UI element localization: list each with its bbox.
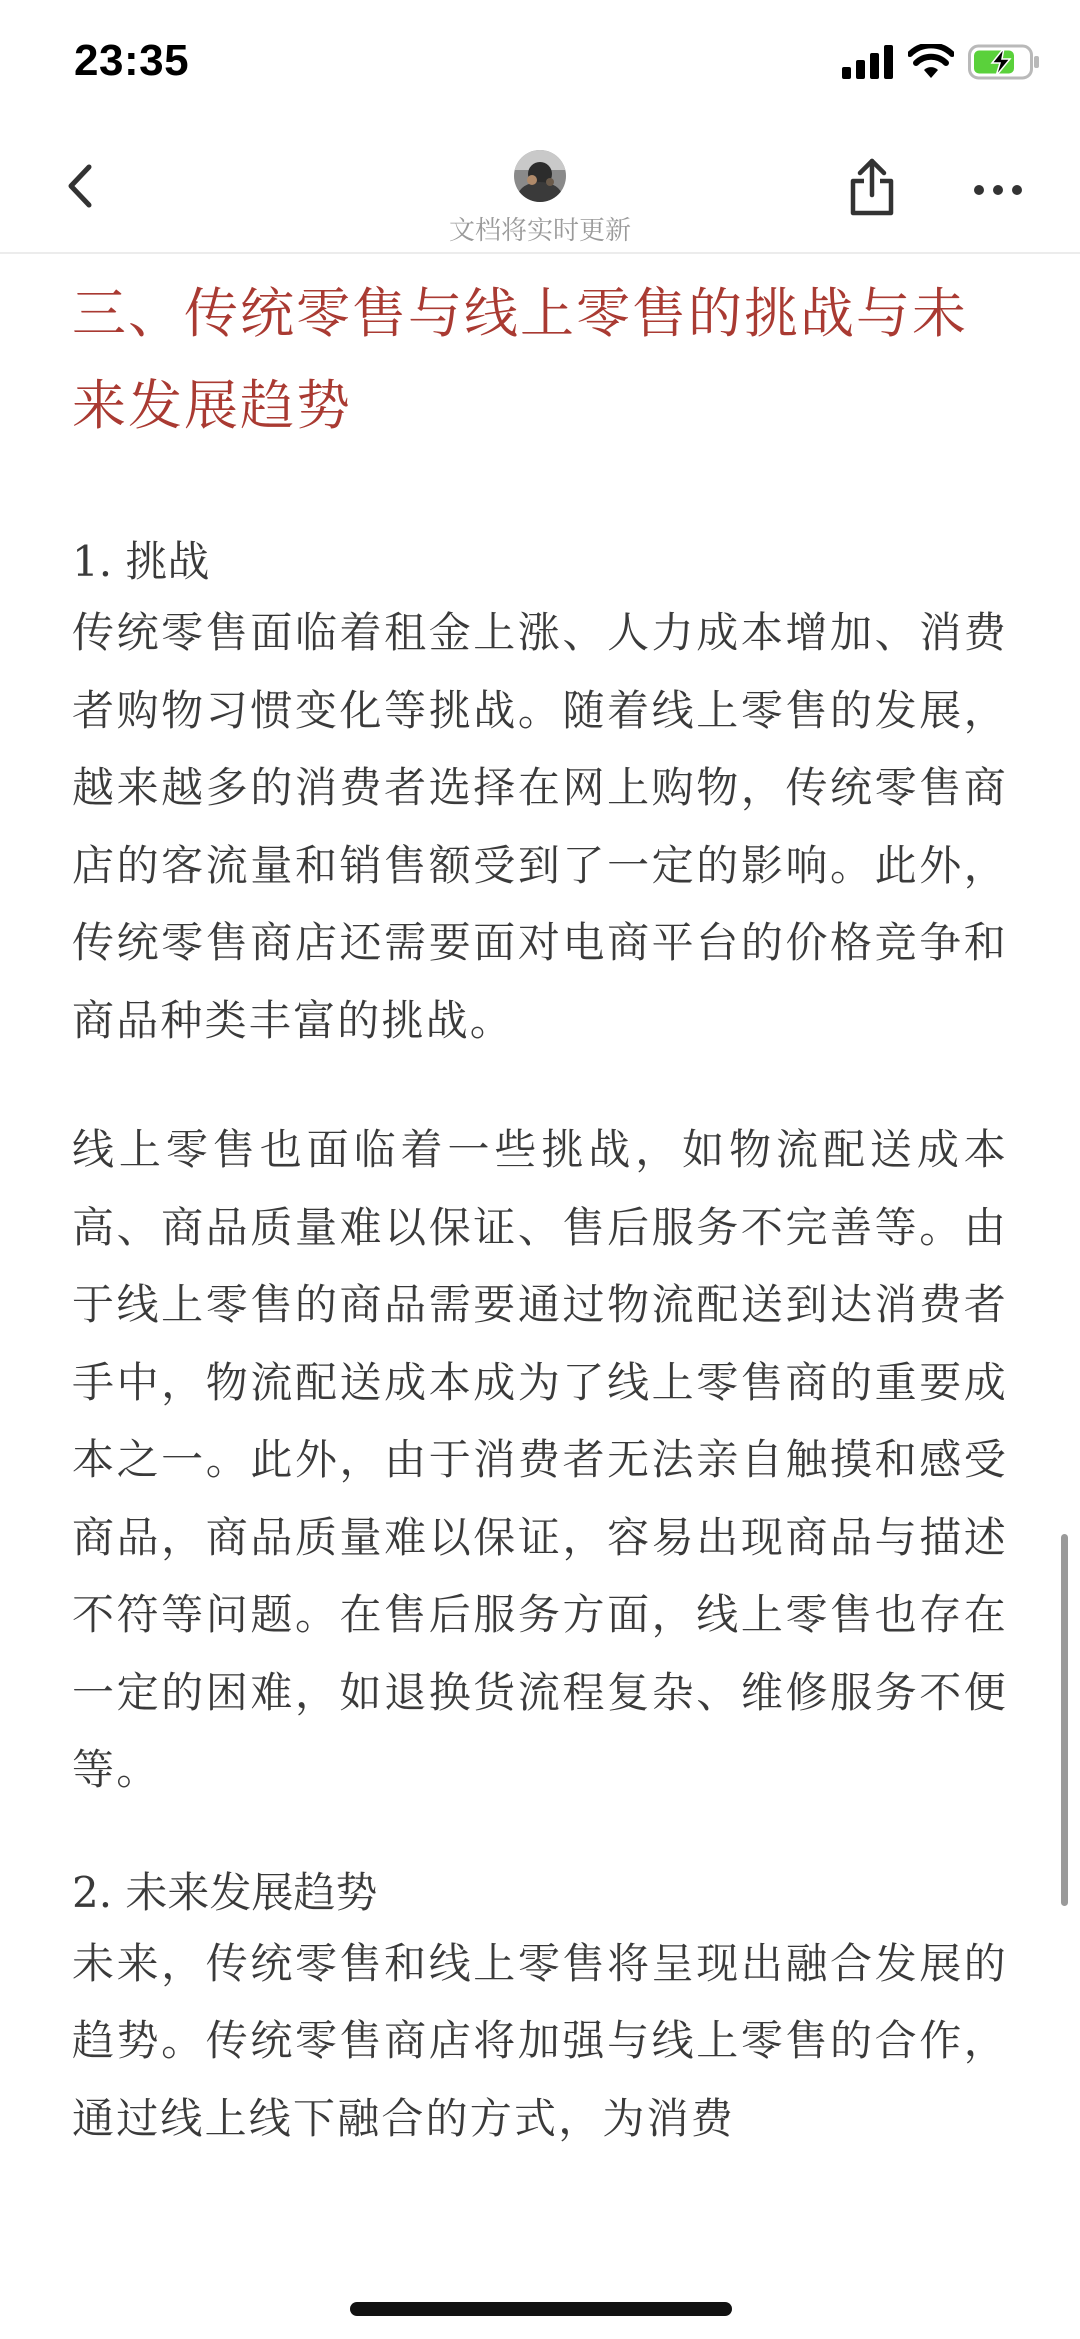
challenges-paragraph-traditional: 传统零售面临着租金上涨、人力成本增加、消费者购物习惯变化等挑战。随着线上零售的发展，越来越多的消费者选择在网上购物，传统零售商店的客流量和销售额受到了一定的影响。此外，传统零售商店还需要面对电商平台的价格竞争和商品种类丰富的挑战。 — [72, 608, 1008, 1045]
trends-paragraph: 未来，传统零售和线上零售将呈现出融合发展的趋势。传统零售商店将加强与线上零售的合作，通过线上线下融合的方式，为消费 — [72, 1938, 1008, 2143]
status-icons — [842, 44, 1040, 84]
cellular-signal-icon — [842, 45, 894, 83]
nav-bar — [0, 130, 1080, 254]
document-content — [72, 268, 1008, 2157]
back-button[interactable] — [50, 158, 110, 218]
challenges-paragraph-online: 线上零售也面临着一些挑战，如物流配送成本高、商品质量难以保证、售后服务不完善等。由于线上零售的商品需要通过物流配送到达消费者手中，物流配送成本成为了线上零售商的重要成本之一。此外，由于消费者无法亲自触摸和感受商品，商品质量难以保证，容易出现商品与描述不符等问题。在售后服务方面，线上零售也存在一定的困难，如退换货流程复杂、维修服务不便等。 — [72, 1125, 1008, 1794]
avatar[interactable] — [514, 150, 566, 202]
section-title: 三、传统零售与线上零售的挑战与未来发展趋势 — [72, 282, 968, 437]
more-button[interactable] — [966, 160, 1030, 220]
nav-subtitle: 文档将实时更新 — [448, 215, 631, 245]
status-bar — [0, 0, 1080, 130]
home-indicator[interactable] — [350, 2302, 732, 2316]
challenges-heading: 1. 挑战 — [72, 537, 210, 586]
trends-heading: 2. 未来发展趋势 — [72, 1867, 378, 1917]
share-button[interactable] — [840, 154, 904, 224]
wifi-icon — [908, 44, 954, 84]
chevron-left-icon — [65, 163, 95, 213]
more-horizontal-icon — [973, 181, 1023, 200]
scrollbar-thumb[interactable] — [1061, 1534, 1068, 1906]
status-time: 23:35 — [74, 36, 190, 85]
share-icon — [848, 157, 896, 221]
battery-charging-icon — [968, 44, 1040, 84]
